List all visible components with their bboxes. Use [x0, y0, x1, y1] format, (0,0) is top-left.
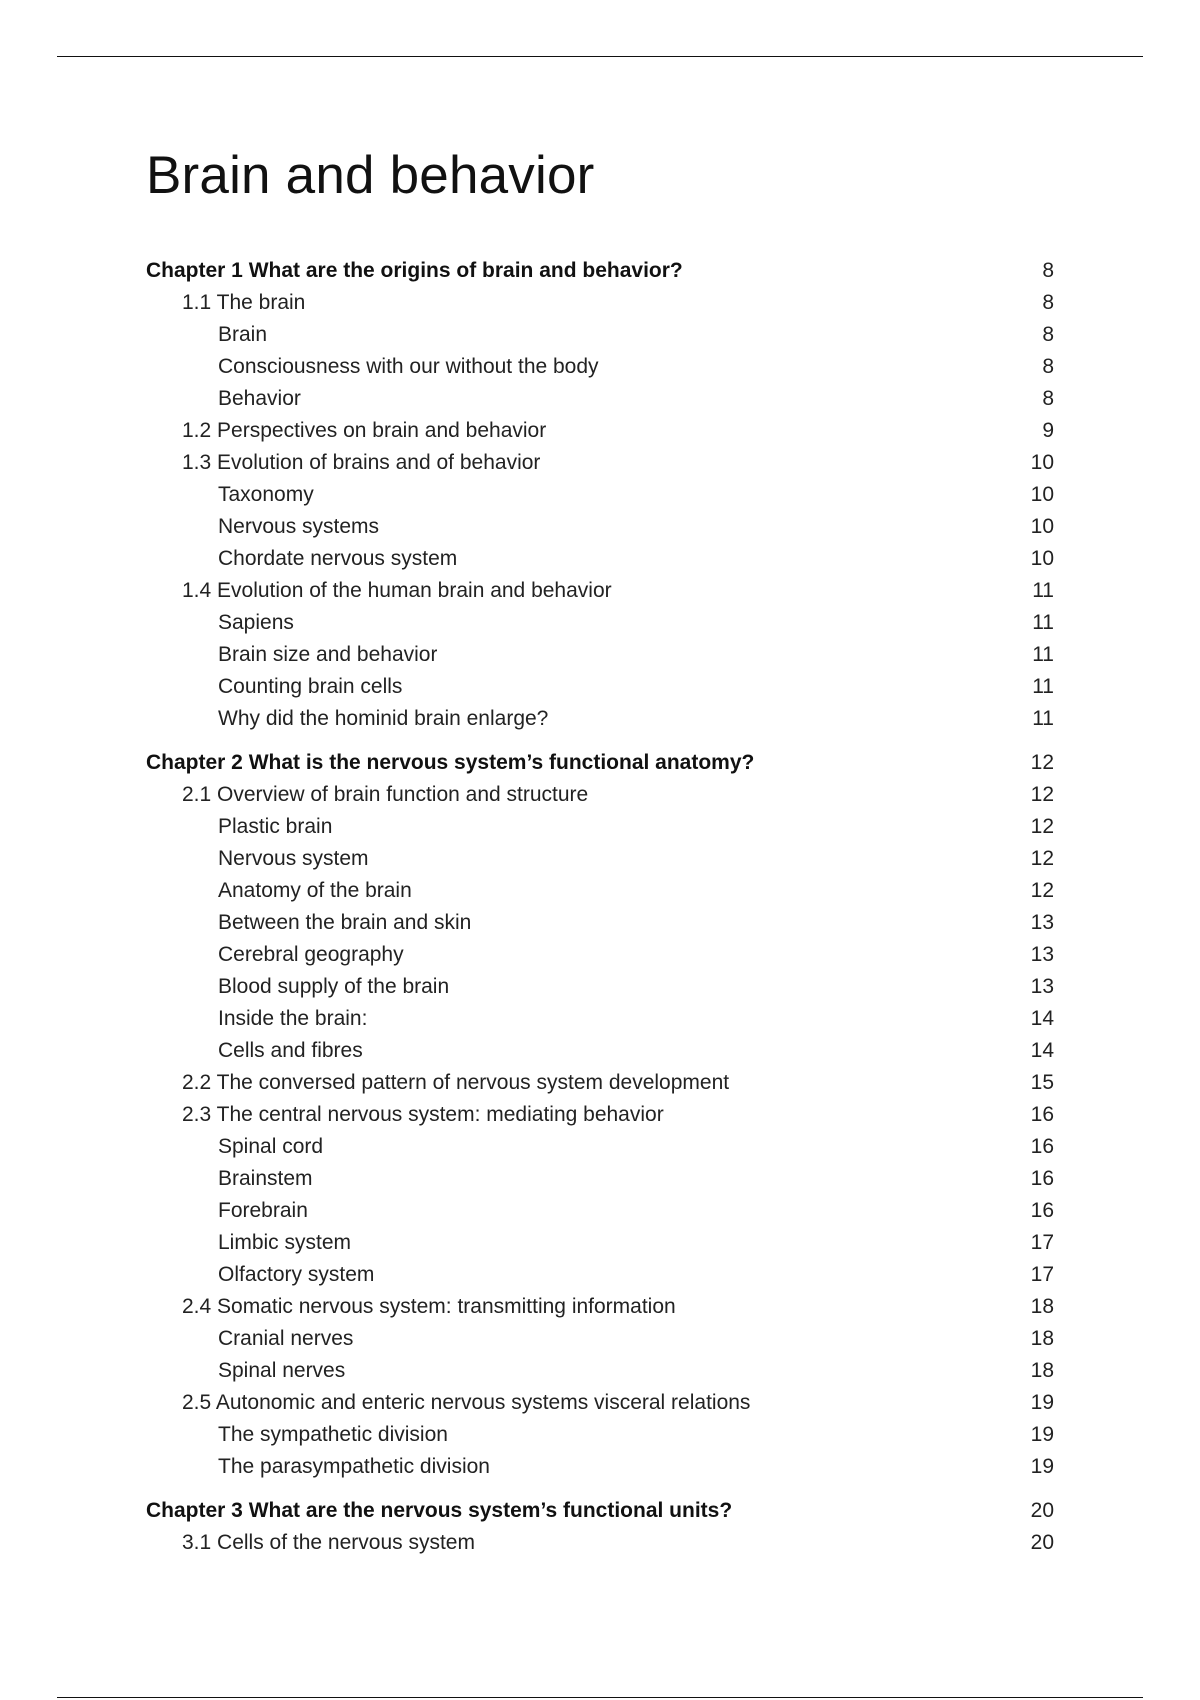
toc-entry-page-number: 8 [1042, 387, 1054, 410]
toc-entry-title: Consciousness with our without the body [218, 355, 599, 378]
toc-entry-title: Cells and fibres [218, 1039, 363, 1062]
toc-entry-sub[interactable] [146, 1451, 1054, 1483]
table-of-contents [146, 255, 1054, 1559]
toc-entry-title: Behavior [218, 387, 301, 410]
toc-entry-chapter[interactable] [146, 255, 1054, 287]
toc-entry-title: Inside the brain: [218, 1007, 368, 1030]
toc-entry-title: Olfactory system [218, 1263, 375, 1286]
toc-entry-title: Spinal cord [218, 1135, 324, 1158]
toc-entry-sub[interactable] [146, 383, 1054, 415]
toc-entry-title: 2.5 Autonomic and enteric nervous systems visceral relations [182, 1391, 751, 1414]
toc-entry-page-number: 16 [1030, 1167, 1054, 1190]
toc-entry-title: Brainstem [218, 1167, 313, 1190]
toc-entry-title: 3.1 Cells of the nervous system [182, 1531, 475, 1554]
toc-entry-sub[interactable] [146, 939, 1054, 971]
toc-entry-title: Forebrain [218, 1199, 308, 1222]
toc-entry-sub[interactable] [146, 1003, 1054, 1035]
toc-entry-title: Nervous system [218, 847, 369, 870]
toc-entry-page-number: 16 [1030, 1199, 1054, 1222]
toc-entry-page-number: 18 [1030, 1327, 1054, 1350]
toc-entry-chapter[interactable] [146, 747, 1054, 779]
toc-entry-title: Chapter 2 What is the nervous system’s functional anatomy? [146, 751, 755, 774]
toc-entry-title: Chapter 3 What are the nervous system’s functional units? [146, 1499, 733, 1522]
toc-entry-page-number: 10 [1030, 515, 1054, 538]
toc-entry-page-number: 14 [1030, 1007, 1054, 1030]
toc-entry-title: 1.4 Evolution of the human brain and behavior [182, 579, 612, 602]
toc-entry-title: Sapiens [218, 611, 294, 634]
toc-entry-page-number: 10 [1030, 483, 1054, 506]
toc-entry-section[interactable] [146, 1067, 1054, 1099]
toc-entry-sub[interactable] [146, 1163, 1054, 1195]
toc-entry-page-number: 8 [1042, 259, 1054, 282]
toc-entry-page-number: 20 [1030, 1531, 1054, 1554]
toc-entry-page-number: 12 [1030, 783, 1054, 806]
toc-entry-title: 1.2 Perspectives on brain and behavior [182, 419, 547, 442]
toc-entry-page-number: 17 [1030, 1231, 1054, 1254]
toc-entry-page-number: 12 [1030, 847, 1054, 870]
toc-entry-title: 2.1 Overview of brain function and structure [182, 783, 589, 806]
toc-entry-sub[interactable] [146, 639, 1054, 671]
toc-entry-page-number: 20 [1030, 1499, 1054, 1522]
toc-entry-page-number: 11 [1032, 643, 1054, 666]
toc-entry-page-number: 11 [1032, 611, 1054, 634]
toc-entry-title: Between the brain and skin [218, 911, 472, 934]
toc-entry-sub[interactable] [146, 479, 1054, 511]
toc-entry-sub[interactable] [146, 1227, 1054, 1259]
toc-entry-sub[interactable] [146, 1131, 1054, 1163]
toc-entry-page-number: 19 [1030, 1423, 1054, 1446]
toc-entry-sub[interactable] [146, 671, 1054, 703]
toc-entry-page-number: 11 [1032, 707, 1054, 730]
toc-entry-title: Nervous systems [218, 515, 380, 538]
toc-entry-title: Taxonomy [218, 483, 314, 506]
toc-entry-section[interactable] [146, 287, 1054, 319]
toc-entry-page-number: 10 [1030, 547, 1054, 570]
toc-entry-sub[interactable] [146, 811, 1054, 843]
toc-entry-chapter[interactable] [146, 1495, 1054, 1527]
toc-entry-section[interactable] [146, 1527, 1054, 1559]
toc-entry-page-number: 8 [1042, 323, 1054, 346]
toc-entry-sub[interactable] [146, 351, 1054, 383]
toc-entry-sub[interactable] [146, 607, 1054, 639]
toc-entry-sub[interactable] [146, 1355, 1054, 1387]
toc-entry-section[interactable] [146, 575, 1054, 607]
toc-entry-page-number: 12 [1030, 815, 1054, 838]
toc-entry-title: 2.4 Somatic nervous system: transmitting information [182, 1295, 676, 1318]
toc-entry-page-number: 11 [1032, 675, 1054, 698]
toc-entry-sub[interactable] [146, 1323, 1054, 1355]
toc-entry-title: Cranial nerves [218, 1327, 354, 1350]
toc-entry-section[interactable] [146, 1387, 1054, 1419]
toc-entry-page-number: 10 [1030, 451, 1054, 474]
toc-entry-sub[interactable] [146, 1195, 1054, 1227]
toc-entry-sub[interactable] [146, 843, 1054, 875]
toc-entry-title: Chordate nervous system [218, 547, 458, 570]
toc-entry-page-number: 14 [1030, 1039, 1054, 1062]
toc-entry-title: Brain [218, 323, 268, 346]
toc-entry-page-number: 12 [1030, 751, 1054, 774]
toc-entry-title: 1.3 Evolution of brains and of behavior [182, 451, 541, 474]
toc-entry-sub[interactable] [146, 1419, 1054, 1451]
bottom-rule [57, 1697, 1143, 1698]
toc-entry-title: Why did the hominid brain enlarge? [218, 707, 549, 730]
toc-entry-title: Brain size and behavior [218, 643, 438, 666]
toc-entry-section[interactable] [146, 1099, 1054, 1131]
toc-entry-title: 2.3 The central nervous system: mediating behavior [182, 1103, 664, 1126]
toc-entry-sub[interactable] [146, 1035, 1054, 1067]
toc-entry-page-number: 18 [1030, 1359, 1054, 1382]
toc-entry-title: Chapter 1 What are the origins of brain and behavior? [146, 259, 683, 282]
toc-entry-page-number: 15 [1030, 1071, 1054, 1094]
toc-entry-title: 2.2 The conversed pattern of nervous system development [182, 1071, 730, 1094]
toc-entry-page-number: 18 [1030, 1295, 1054, 1318]
toc-entry-sub[interactable] [146, 703, 1054, 735]
toc-entry-title: Limbic system [218, 1231, 352, 1254]
toc-entry-title: Anatomy of the brain [218, 879, 412, 902]
toc-entry-title: Counting brain cells [218, 675, 403, 698]
toc-entry-sub[interactable] [146, 907, 1054, 939]
toc-entry-title: 1.1 The brain [182, 291, 306, 314]
toc-entry-page-number: 13 [1030, 943, 1054, 966]
toc-entry-sub[interactable] [146, 543, 1054, 575]
toc-entry-page-number: 8 [1042, 291, 1054, 314]
toc-entry-title: Spinal nerves [218, 1359, 346, 1382]
toc-entry-sub[interactable] [146, 875, 1054, 907]
toc-entry-section[interactable] [146, 779, 1054, 811]
toc-entry-sub[interactable] [146, 1259, 1054, 1291]
toc-entry-sub[interactable] [146, 511, 1054, 543]
toc-entry-page-number: 16 [1030, 1103, 1054, 1126]
toc-entry-page-number: 16 [1030, 1135, 1054, 1158]
toc-entry-title: The sympathetic division [218, 1423, 448, 1446]
toc-entry-title: Plastic brain [218, 815, 333, 838]
toc-entry-page-number: 19 [1030, 1391, 1054, 1414]
toc-entry-page-number: 13 [1030, 975, 1054, 998]
toc-entry-section[interactable] [146, 447, 1054, 479]
document-title: Brain and behavior [146, 146, 595, 205]
toc-entry-title: The parasympathetic division [218, 1455, 490, 1478]
toc-entry-section[interactable] [146, 1291, 1054, 1323]
toc-entry-page-number: 13 [1030, 911, 1054, 934]
toc-entry-title: Blood supply of the brain [218, 975, 450, 998]
toc-entry-sub[interactable] [146, 971, 1054, 1003]
toc-entry-sub[interactable] [146, 319, 1054, 351]
toc-entry-page-number: 8 [1042, 355, 1054, 378]
toc-entry-page-number: 11 [1032, 579, 1054, 602]
toc-entry-title: Cerebral geography [218, 943, 404, 966]
top-rule [57, 56, 1143, 57]
toc-entry-page-number: 19 [1030, 1455, 1054, 1478]
toc-entry-page-number: 9 [1042, 419, 1054, 442]
toc-entry-section[interactable] [146, 415, 1054, 447]
toc-entry-page-number: 12 [1030, 879, 1054, 902]
toc-entry-page-number: 17 [1030, 1263, 1054, 1286]
